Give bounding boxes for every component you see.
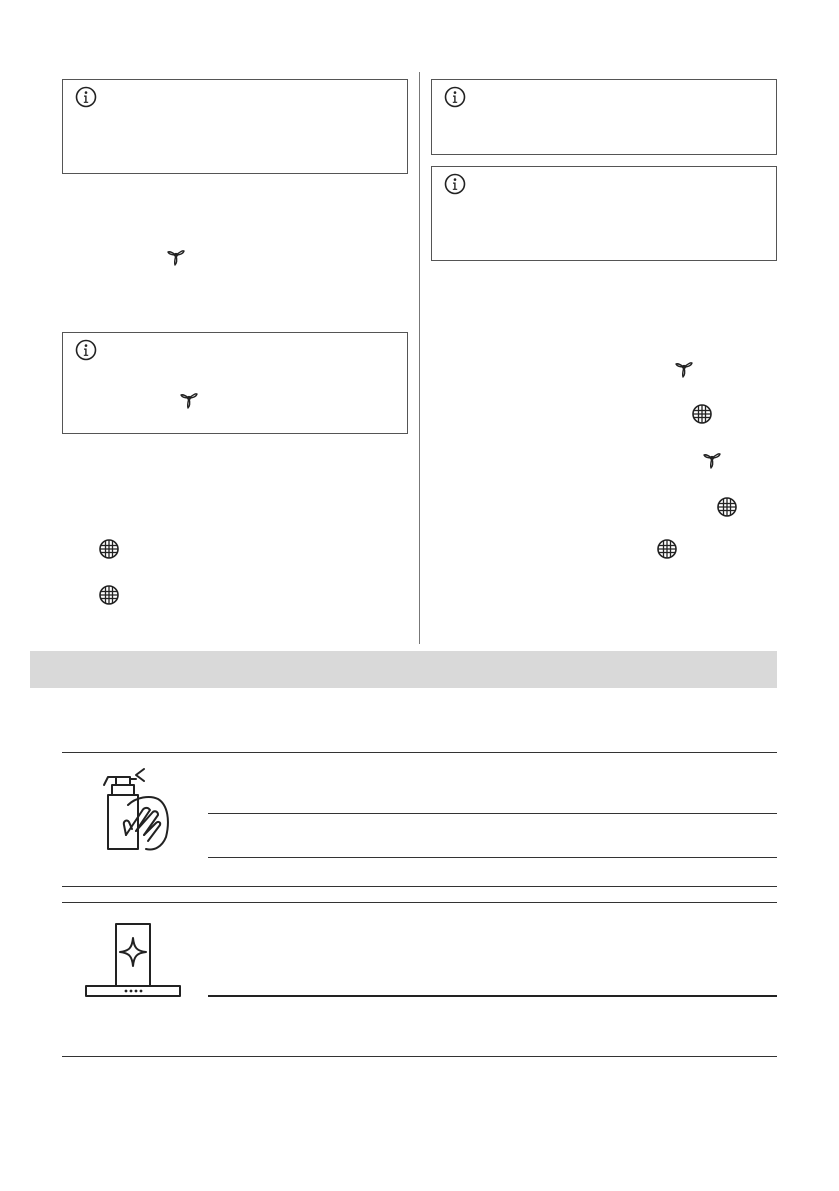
grease-filter-icon: [98, 538, 120, 560]
info-icon: [444, 173, 466, 195]
grease-filter-icon: [716, 496, 738, 518]
cooker-hood-icon: [84, 922, 182, 1000]
fan-icon: [673, 357, 695, 379]
table-rule: [208, 813, 777, 814]
spray-and-cloth-cleaning-icon: [96, 765, 176, 855]
fan-icon: [178, 388, 200, 410]
info-note-box-right-2: [431, 166, 777, 261]
info-icon: [444, 86, 466, 108]
info-note-box-left-1: [62, 79, 408, 174]
info-note-box-left-2: [62, 332, 408, 434]
table-rule: [208, 857, 777, 858]
section-heading-bar: [30, 651, 777, 688]
info-note-box-right-1: [431, 79, 777, 155]
fan-icon: [165, 245, 187, 267]
table-rule: [62, 1056, 777, 1057]
table-rule: [62, 752, 777, 753]
table-rule: [208, 995, 777, 997]
info-icon: [75, 86, 97, 108]
table-rule: [62, 886, 777, 887]
grease-filter-icon: [691, 403, 713, 425]
fan-icon: [701, 448, 723, 470]
info-icon: [75, 339, 97, 361]
grease-filter-icon: [98, 584, 120, 606]
column-divider: [419, 72, 420, 644]
grease-filter-icon: [656, 538, 678, 560]
table-rule: [62, 902, 777, 903]
